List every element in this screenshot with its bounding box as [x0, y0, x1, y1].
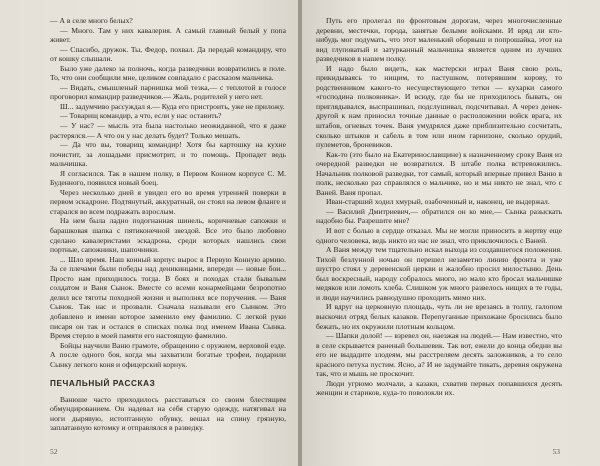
paragraph: Иван-старший ходил хмурый, озабоченный и, наконец, не выдержал.: [326, 197, 550, 207]
paragraph: Люди угрюмо молчали, а казаки, схватив первых попавшихся десять женщин и стариков, куда-то поволокли их.: [316, 378, 562, 398]
section-heading: ПЕЧАЛЬНЫЙ РАССКАЗ: [50, 379, 156, 389]
paragraph: И надо было видеть, как мастерски играл Ваня свою роль, прикидываясь то нищим, то пастушком, потерявшим корову, то родственником какого-то несуществующего тетки — кухарки самого «господина полковника». И всюду, где бы не приходилось бывать, он приглядывался, выспрашивал, подслушивал, подсчитывал. А через денек-другой к нам приносил точные данные о расположении войск врага, их штабов, огневых точек. Ваня умудрялся даже приблизительно сосчитать, сколько штыков и сабель в том или ином гарнизоне, сколько орудий, пулеметов, броневиков.: [316, 63, 562, 150]
paragraph: А Ваня между тем тщательно искал выхода из создавшегося положения. Тихой безлунной ночью он перешел незаметно линию фронта и уже шустро стоял у деревенской церкви и жалобно просил милостыню. День был воскресный, народу собралось много, но мало кто бросал мальчишке медяков или ломоть хлеба. Слишком уж много развелось нищих в те годы, и люди научились равнодушно проходить мимо них.: [316, 245, 562, 302]
paragraph: Было уже далеко за полночь, когда разведчики возвратились в поле. То, что они сообщили мне, целиком совпадало с рассказом мальчика.: [50, 63, 286, 83]
paragraph: Я согласился. Так в нашем полку, в Первом Конном корпусе С. М. Буденного, появился новый боец.: [50, 168, 286, 188]
paragraph: — Спасибо, дружок. Ты, Федор, похвал. Да передай командиру, что от кошку слышали.: [50, 44, 286, 64]
right-page-text: [316, 16, 562, 398]
paragraph: Через несколько дней я увидел его во время утренней поверки в первом эскадроне. Подтянутый, аккуратный, он стоял на левом фланге и старался во всем подражать взрослым.: [50, 187, 286, 216]
page-number: 53: [552, 447, 560, 456]
right-page: [302, 0, 600, 466]
paragraph: — Шапки долой! — взревел он, наезжая на людей.— Нам известно, что в селе скрывается раненый большевик. Так вот, ежели до конца обедни вы его не выдадите злодеям, мы расстреляем десять заложников, а то село красного петуха пустим. Ясно, а? И не задумайте тикать, деревня окружена так, что и мышь не проскочит.: [316, 331, 562, 379]
paragraph: Путь его пролегал по фронтовым дорогам, через многочисленные деревни, местечки, города, занятые белыми войсками. И вряд ли кто-нибудь мог подумать, что этот маленький оборвыш и попрошайка, этот на вид глуповатый и затурканный мальчишка является одним из лучших разведчиков в нашем полку.: [316, 16, 562, 64]
paragraph: — Много. Там у них кавалерия. А самый главный белый у попа живет.: [50, 25, 286, 45]
paragraph: И вот с болью в сердце отказал. Мы не могли приносить в жертву еще одного человека, ведь никто из нас не знал, что приключилось с Ваней.: [316, 226, 562, 245]
paragraph: На нем была ладно подогнанная шинель, коричневые сапожки и барашковая шапка с пятиконечной звездой. Все это было любовно сделано кавалеристами эскадрона, среди которых нашлись свои портные, сапожники, шапочники.: [50, 216, 286, 255]
paragraph: — Товарищ командир, а что, если у нас оставить?: [60, 111, 222, 121]
paragraph: — Василий Дмитриевич,— обратился он ко мне,— Сынка разыскать надобно бы. Разрешите мне?: [316, 206, 562, 226]
left-page: [0, 0, 298, 466]
page-number: 52: [50, 447, 58, 456]
paragraph: — Да что вы, товарищ командир! Хотя бы картошку на кухне почистит, за лошадьми присмотрит, и то помощь. Пропадет ведь мальчишка.: [50, 140, 286, 169]
paragraph: — А в селе много белых?: [50, 16, 133, 25]
paragraph: — У нас? — мысль эта была настолько неожиданной, что я даже растерялся.— А что он у нас делать будет? Только мешать.: [50, 121, 286, 140]
paragraph: Как-то (это было на Екатеринославщине) к назначенному сроку Ваня из очередной разведки не возвратился. В штабе полка встревожились. Начальник полковой разведки, тот самый, который впервые привел Ваню в полк, несколько раз справлялся о мальчике, но и мы никто не знал, что с Ваней. Ваня пропал.: [316, 149, 562, 197]
paragraph: — Видать, смышленый парнишка мой тезка,— с теплотой в голосе проговорил командир разведчиков.— Жаль, родителей у него нет.: [50, 82, 286, 102]
left-page-text: [50, 16, 286, 433]
paragraph: Бойцы научили Ваню грамоте, обращению с оружием, верховой езде. А после одного боя, когда мы захватили богатые трофеи, подарили Сынку легкого коня и офицерский корнук.: [50, 340, 286, 369]
paragraph: Ш... задумчиво рассуждал я.— Куда его пристроить, уже не приложу.: [60, 101, 285, 111]
paragraph: ... Шло время. Наш конный корпус вырос в Первую Конную армию. За се плечами были победы над деникинцами, впереди — новые бои... Просто нам приходилось тогда. В боях и походах стали бывалым солдатом и Ваня Сынок. Вместе со всеми конармейцами безропотно делил все тяготы походной жизни и выполнял все поручения. — Ваня Сынок. Так нас и прозвали. Сначала называли его Сынком. Это добавлено и имени которое заменило ему фамилию. С легкой руки писаря он так и остался в списках полка под именем Ивана Сынка. Время стерло в моей памяти его настоящую фамилию.: [50, 254, 286, 341]
paragraph: И вдруг на церковную площадь, чуть ли не врезаясь в толпу, галопом выскочил отряд белых казаков. Перепуганные прихожане бросились было бежать, но их окружили плотным кольцом.: [316, 302, 562, 331]
paragraph: Ванюше часто приходилось расставаться со своим блестящим обмундированием. Он надевал на себя старую одежду, натягивал на ноги дырявую, истоптанную обувку, вешал на спину грязную, заплатанную котомку и отправлялся в разведку.: [50, 394, 286, 433]
